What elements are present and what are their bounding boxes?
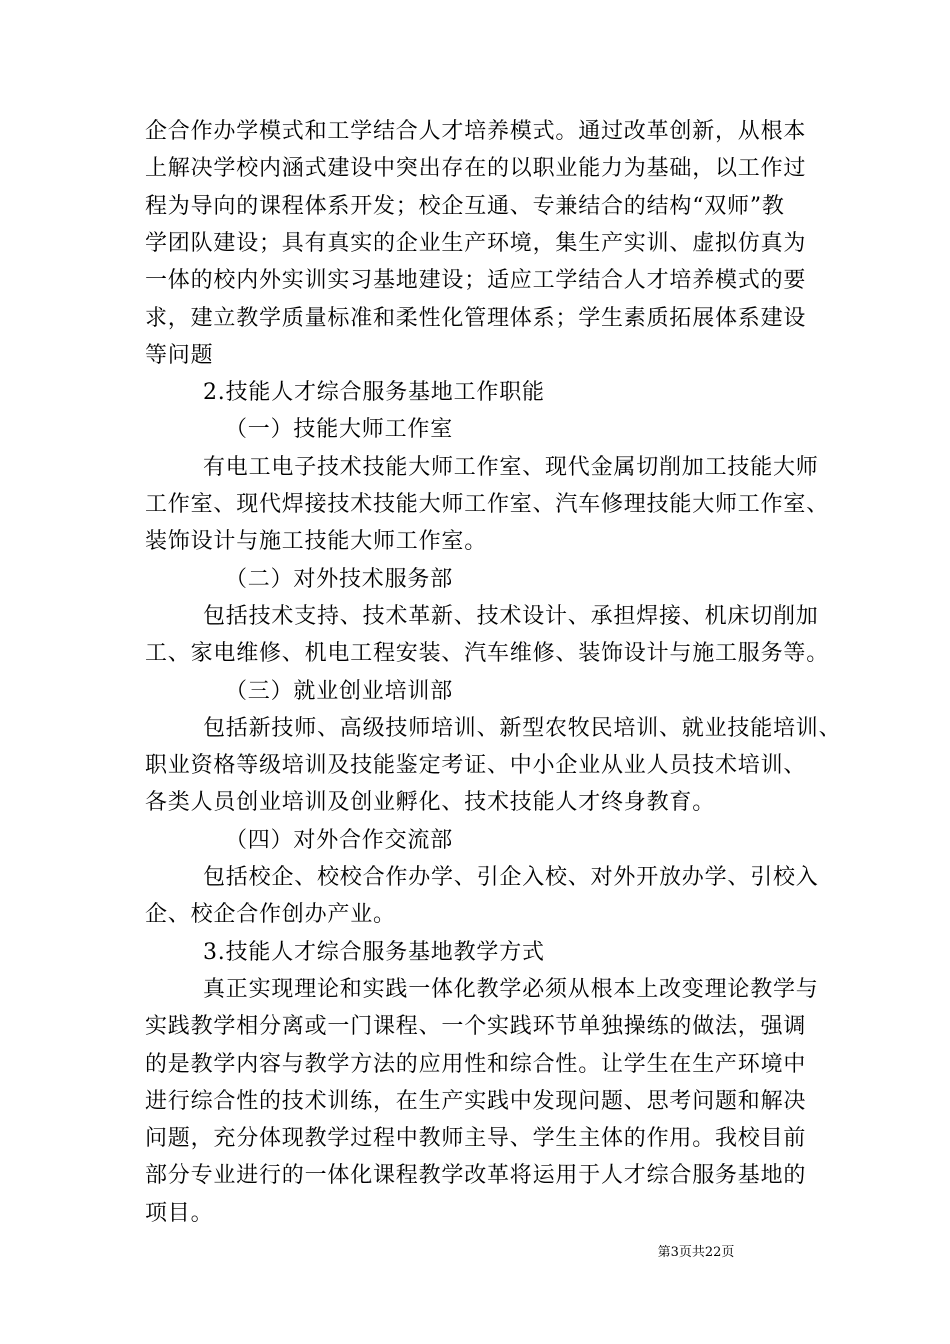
text-line: 各类人员创业培训及创业孵化、技术技能人才终身教育。 [145,790,716,816]
text-line: 求，建立教学质量标准和柔性化管理体系；学生素质拓展体系建设 [145,305,807,331]
text-line: 3.技能人才综合服务基地教学方式 [203,939,545,965]
text-line: 问题，充分体现教学过程中教师主导、学生主体的作用。我校目前 [145,1126,807,1152]
text-line: 真正实现理论和实践一体化教学必须从根本上改变理论教学与 [203,976,819,1002]
text-line: 上解决学校内涵式建设中突出存在的以职业能力为基础，以工作过 [145,156,807,182]
page-number: 第3页共22页 [657,1245,735,1260]
text-line: 实践教学相分离或一门课程、一个实践环节单独操练的做法，强调 [145,1014,807,1040]
page-footer [0,1244,950,1262]
text-line: 项目。 [145,1200,214,1226]
text-line: 工作室、现代焊接技术技能大师工作室、汽车修理技能大师工作室、 [145,492,830,517]
text-line: 包括新技师、高级技师培训、新型农牧民培训、就业技能培训、 [203,715,842,741]
text-line: 等问题 [145,342,214,368]
text-line: （三）就业创业培训部 [225,678,454,704]
text-line: 2.技能人才综合服务基地工作职能 [203,380,545,406]
text-line: 企、校企合作创办产业。 [145,902,396,928]
text-line: （一）技能大师工作室 [225,417,454,443]
text-line: 包括校企、校校合作办学、引企入校、对外开放办学、引校入 [203,865,819,890]
text-line: 进行综合性的技术训练，在生产实践中发现问题、思考问题和解决 [145,1088,807,1114]
text-line: （二）对外技术服务部 [225,566,454,592]
text-line: 包括技术支持、技术革新、技术设计、承担焊接、机床切削加 [203,603,819,629]
text-line: 部分专业进行的一体化课程教学改革将运用于人才综合服务基地的 [145,1163,807,1189]
text-line: 学团队建设；具有真实的企业生产环境，集生产实训、虚拟仿真为 [145,230,807,256]
text-line: 程为导向的课程体系开发；校企互通、专兼结合的结构“双师”教 [145,193,785,219]
text-line: 装饰设计与施工技能大师工作室。 [145,529,488,555]
text-line: 工、家电维修、机电工程安装、汽车维修、装饰设计与施工服务等。 [145,641,830,667]
text-line: 职业资格等级培训及技能鉴定考证、中小企业从业人员技术培训、 [145,753,807,779]
text-line: 的是教学内容与教学方法的应用性和综合性。让学生在生产环境中 [145,1051,807,1077]
text-line: （四）对外合作交流部 [225,827,454,853]
text-line: 一体的校内外实训实习基地建设；适应工学结合人才培养模式的要 [145,268,807,294]
text-line: 有电工电子技术技能大师工作室、现代金属切削加工技能大师 [203,454,819,480]
text-line: 企合作办学模式和工学结合人才培养模式。通过改革创新，从根本 [145,119,807,144]
